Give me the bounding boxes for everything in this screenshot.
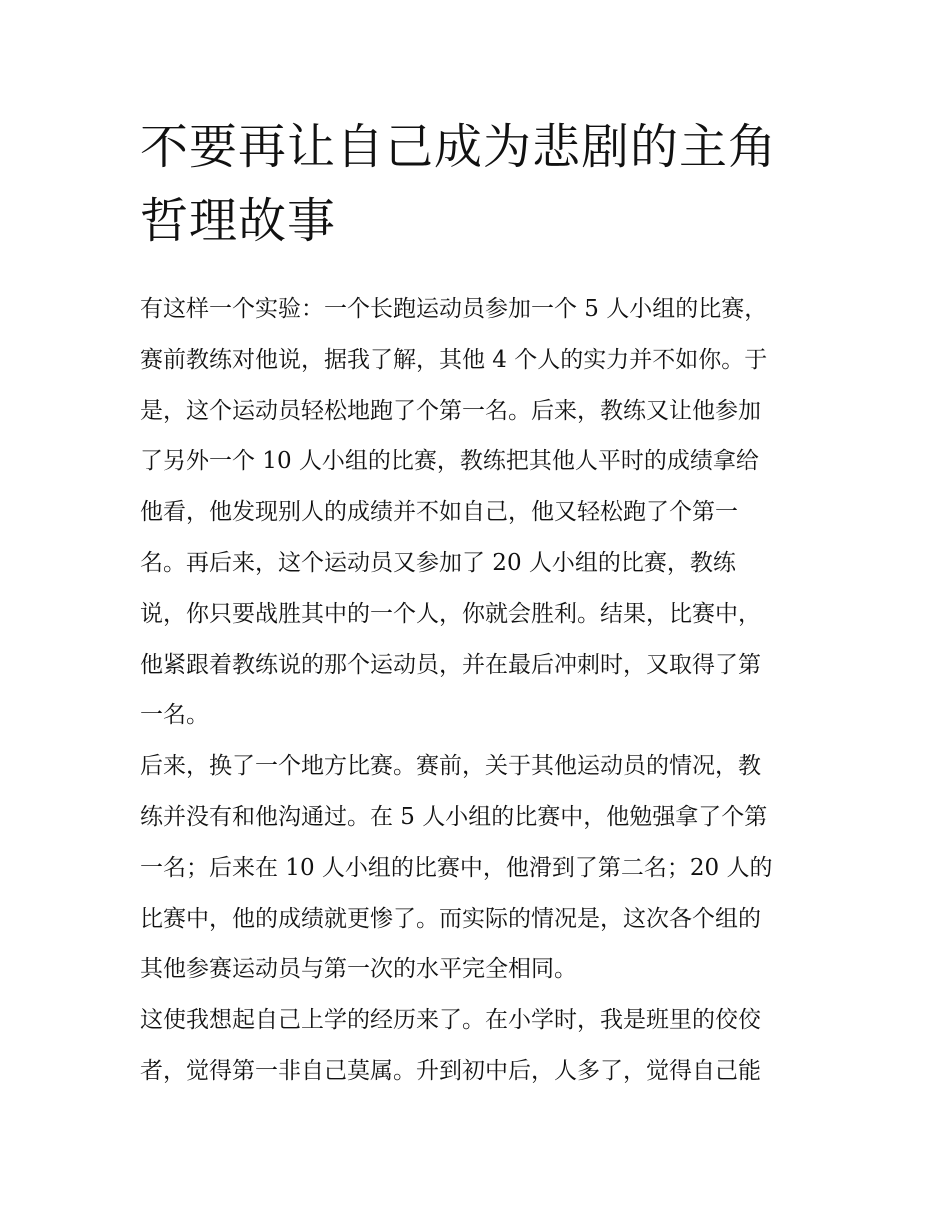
body-line: 其他参赛运动员与第一次的水平完全相同。 <box>140 956 577 983</box>
body-line: 一名；后来在 10 人小组的比赛中，他滑到了第二名；20 人的 <box>140 854 773 881</box>
body-line: 后来，换了一个地方比赛。赛前，关于其他运动员的情况，教 <box>140 753 761 780</box>
body-line: 说，你只要战胜其中的一个人，你就会胜利。结果，比赛中， <box>140 600 761 627</box>
body-line: 了另外一个 10 人小组的比赛，教练把其他人平时的成绩拿给 <box>140 448 759 475</box>
body-line: 名。再后来，这个运动员又参加了 20 人小组的比赛，教练 <box>140 549 736 576</box>
body-line: 是，这个运动员轻松地跑了个第一名。后来，教练又让他参加 <box>140 397 761 424</box>
body-line: 者，觉得第一非自己莫属。升到初中后，人多了，觉得自己能 <box>140 1057 761 1084</box>
body-line: 一名。 <box>140 702 209 729</box>
body-line: 这使我想起自己上学的经历来了。在小学时，我是班里的佼佼 <box>140 1007 761 1034</box>
document-title <box>140 110 820 258</box>
body-line: 有这样一个实验：一个长跑运动员参加一个 5 人小组的比赛， <box>140 296 768 322</box>
document-page <box>140 110 820 1097</box>
body-line: 赛前教练对他说，据我了解，其他 4 个人的实力并不如你。于 <box>140 346 768 373</box>
body-line: 练并没有和他沟通过。在 5 人小组的比赛中，他勉强拿了个第 <box>140 803 768 830</box>
document-body <box>140 284 820 1097</box>
body-line: 比赛中，他的成绩就更惨了。而实际的情况是，这次各个组的 <box>140 905 761 932</box>
body-line: 他紧跟着教练说的那个运动员，并在最后冲刺时，又取得了第 <box>140 651 761 678</box>
title-line-2: 哲理故事 <box>140 193 337 249</box>
title-line-1: 不要再让自己成为悲剧的主角 <box>140 119 778 175</box>
body-line: 他看，他发现别人的成绩并不如自己，他又轻松跑了个第一 <box>140 499 738 526</box>
